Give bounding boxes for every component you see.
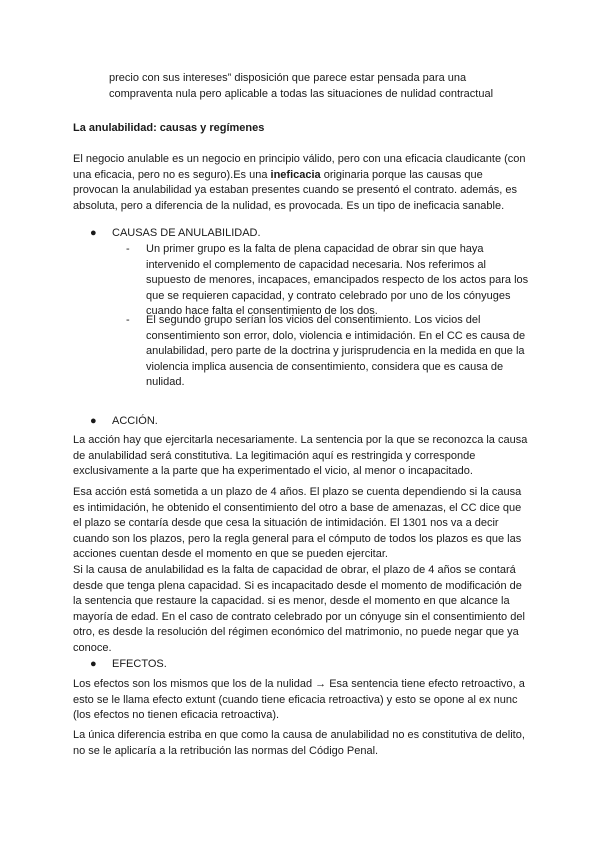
causas-item-1	[126, 242, 530, 320]
quote-line-1: precio con sus intereses” disposición que parece estar pensada para una	[109, 72, 467, 84]
quote-line-2: compraventa nula pero aplicable a todas las situaciones de nulidad contractual	[109, 87, 494, 100]
bullet-icon: ●	[90, 415, 97, 427]
section-heading: La anulabilidad: causas y regímenes	[73, 122, 265, 134]
causas-title: CAUSAS DE ANULABILIDAD.	[112, 227, 261, 239]
dash-icon: -	[126, 243, 130, 255]
causas-item-text: Un primer grupo es la falta de plena capacidad de obrar sin que haya intervenido el complemento de capacidad necesaria. Nos referimos al supuesto de menores, incapaces, emancipados respecto de los actos para los que se requieren capacidad, y contrato celebrado por uno de los cónyuges cuando hace falta el consentimiento de los dos.	[146, 243, 529, 318]
causas-bullet-item	[90, 226, 261, 242]
intro-bold-term: ineficacia	[270, 168, 321, 181]
intro-text-1: El negocio anulable es un negocio en principio válido, pero con una eficacia claudicante (con una eficacia, pero no es seguro).Es una	[73, 153, 526, 181]
efectos-bullet-item	[90, 657, 167, 673]
bullet-icon: ●	[90, 227, 97, 239]
dash-icon: -	[126, 314, 130, 326]
intro-paragraph	[73, 152, 528, 214]
accion-paragraph-1: La acción hay que ejercitarla necesariamente. La sentencia por la que se reconozca la causa de anulabilidad será constitutiva. La legitimación aquí es restringida y corresponde exclusivamente a la parte que ha experimentado el vicio, al menor o incapacitado.	[73, 434, 528, 478]
accion-title: ACCIÓN.	[112, 415, 158, 427]
accion-bullet-item	[90, 414, 158, 430]
causas-item-2	[126, 313, 530, 391]
efectos-title: EFECTOS.	[112, 658, 167, 670]
quote-block	[109, 71, 509, 102]
efectos-paragraph-1: Los efectos son los mismos que los de la nulidad → Esa sentencia tiene efecto retroactivo, a esto se le llama efecto extunt (cuando tiene eficacia retroactiva) y esto se opone al ex nunc (los efectos no tienen eficacia retroactiva).	[73, 678, 525, 722]
accion-paragraph-2: Esa acción está sometida a un plazo de 4 años. El plazo se cuenta dependiendo si la causa es intimidación, he obtenido el consentimiento del otro a base de amenazas, el CC dice que el plazo se contaría desde que cesa la situación de intimidación. El 1301 nos va a decir cuando son los plazos, pero la regla general para el cómputo de todos los plazos es que las acciones cuentan desde el momento en que se pueden ejercitar.	[73, 486, 522, 561]
accion-paragraph-3: Si la causa de anulabilidad es la falta de capacidad de obrar, el plazo de 4 años se contará desde que tenga plena capacidad. Si es incapacitado desde el momento de modificación de la sentencia que restaure la capacidad. si es menor, desde el momento en que alcance la mayoría de edad. En el caso de contrato celebrado por un cónyuge sin el consentimiento del otro, es desde la resolución del régimen económico del matrimonio, no puede negar que ya conoce.	[73, 564, 525, 654]
intro-text-2: originaria porque las causas que provocan la anulabilidad ya estaban presentes cuando se presentó el contrato. además, es absoluta, pero a diferencia de la nulidad, es provocada. Es un tipo de ineficacia sanable.	[73, 168, 517, 212]
causas-item-text: El segundo grupo serían los vicios del consentimiento. Los vicios del consentimiento son error, dolo, violencia e intimidación. En el CC es causa de anulabilidad, pero parte de la doctrina y jurisprudencia en la medida en que la violencia implica ausencia de consentimiento, considera que es causa de nulidad.	[146, 314, 526, 389]
bullet-icon: ●	[90, 658, 97, 670]
efectos-paragraph-2: La única diferencia estriba en que como la causa de anulabilidad no es constitutiva de delito, no se le aplicaría a la retribución las normas del Código Penal.	[73, 729, 525, 757]
